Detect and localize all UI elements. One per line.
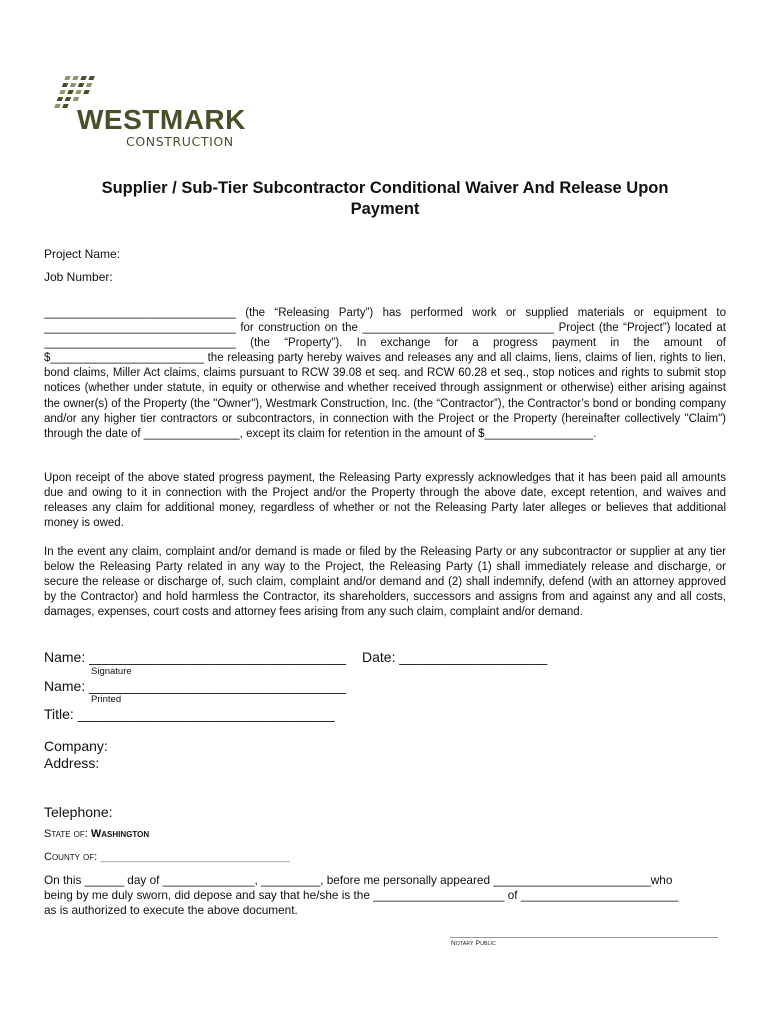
notary-body-line-3: as is authorized to execute the above document. [44,903,298,917]
title-field[interactable]: Title: _________________________________ [44,706,335,722]
logo-wordmark: WESTMARK [77,104,246,135]
indemnity-paragraph: In the event any claim, complaint and/or demand is made or filed by the Releasing Party or any subcontractor or supplier at any tier below the Releasing Party related in any way to the Project, the Releasing Party (1) shall immediately release and discharge, or secure the release or discharge of, such claim, complaint and/or demand and (2) shall indemnify, defend (with an attorney approved by the Contractor) and hold harmless the Contractor, its shareholders, successors and assigns from and against any and all costs, damages, expenses, court costs and attorney fees arising from any such claim, complaint and/or demand. [44,546,726,619]
signature-name-field[interactable]: Name: _________________________________ [44,649,347,665]
address-label: Address: [44,755,100,771]
company-label: Company: [44,738,108,754]
company-logo [52,70,262,150]
county-label: County of: [44,851,98,863]
notary-body-line-1: On this ______ day of ______________, _________, before me personally appeared ________________________who [44,873,673,887]
title-line-2: Payment [350,200,420,218]
notary-public-label: Notary Public [451,940,496,947]
county-blank[interactable]: _______________________________ [100,851,290,863]
state-value: Washington [90,828,150,840]
notary-signature-line [450,937,718,938]
telephone-label: Telephone: [44,804,113,820]
state-prefix: State of: [44,828,88,840]
acknowledgement-paragraph: Upon receipt of the above stated progress payment, the Releasing Party expressly acknowledges that it has been paid all amounts due and owing to it in connection with the Project and/or the Property through the above date, except retention, and waives and releases any claim for additional money, regardless of whether or not the Releasing Party later alleges or believes that additional money is owed. [44,472,726,530]
project-name-label: Project Name: [44,247,121,261]
job-number-label: Job Number: [44,270,113,284]
logo-subtitle: CONSTRUCTION [126,134,234,149]
printed-hint: Printed [91,694,122,705]
date-field[interactable]: Date: ___________________ [362,649,548,665]
notary-county [44,851,290,863]
printed-name-field[interactable]: Name: _________________________________ [44,678,347,694]
document-title [60,178,710,220]
title-line-1: Supplier / Sub-Tier Subcontractor Conditional Waiver And Release Upon [101,179,669,197]
notary-body-line-2: being by me duly sworn, did depose and say that he/she is the ____________________ of ________________________ [44,888,679,902]
release-paragraph: ______________________________ (the “Releasing Party”) has performed work or supplied materials or equipment to ______________________________ for construction on the ______________________________ Project (the “Project”) located at ______________________________ (the “Property”). In exchange for a progress payment in the amount of $________________________ the releasing party hereby waives and releases any and all claims, liens, claims of lien, rights to lien, bond claims, Miller Act claims, claims pursuant to RCW 39.08 et seq. and RCW 60.28 et seq., stop notices and rights to submit stop notices (whether under statute, in equity or otherwise and whether received through assignment or otherwise) either arising against the owner(s) of the Property (the "Owner"), Westmark Construction, Inc. (the “Contractor”), the Contractor’s bond or bonding company and/or any higher tier contractors or subcontractors, in connection with the Project or the Property (hereinafter collectively "Claim") through the date of _______________, except its claim for retention in the amount of $_________________. [44,307,726,440]
notary-state [44,828,149,840]
signature-hint: Signature [91,666,132,677]
